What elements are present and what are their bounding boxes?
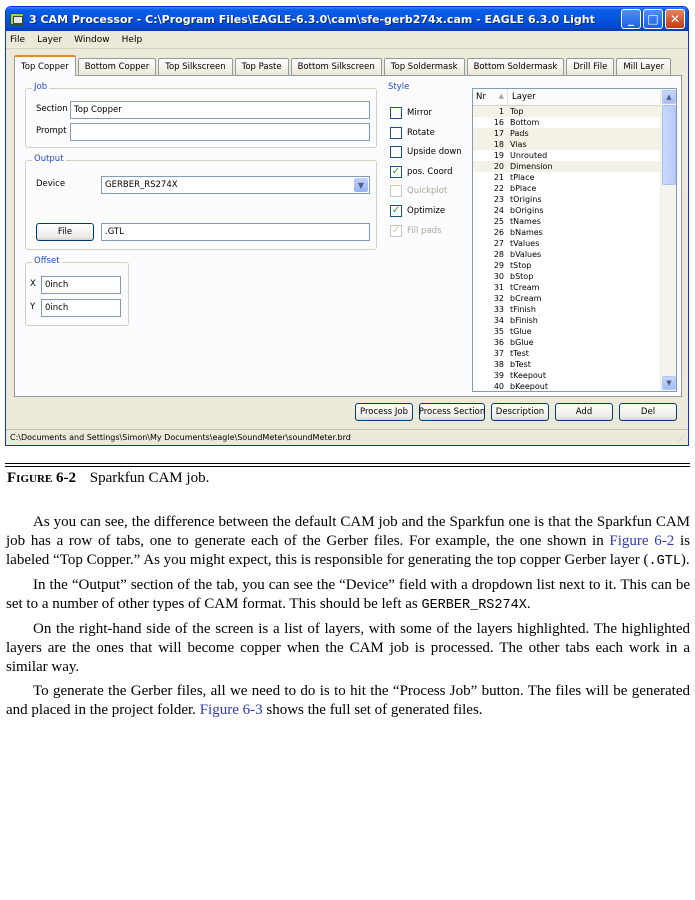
layer-name: bKeepout [510,382,548,391]
offset-group [25,256,129,326]
tab-mill-layer[interactable]: Mill Layer [616,58,671,75]
layer-name: Unrouted [510,151,548,160]
p1-text-a: As you can see, the difference between the default CAM job and the Sparkfun one is that the Sparkfun CAM job has a row of tabs, one to generate each of the Gerber files. For example, the one shown in [6,514,690,549]
layer-row[interactable] [473,348,660,359]
caption-rule-top [5,463,690,464]
tab-drill-file[interactable]: Drill File [566,58,614,75]
upside-down-checkbox[interactable] [390,146,462,158]
maximize-icon[interactable]: □ [643,9,663,29]
layer-row[interactable] [473,238,660,249]
layer-row[interactable] [473,183,660,194]
p1-text-b: is labeled “Top Copper.” As you might expect, this is responsible for generating the top copper Gerber layer ( [6,533,690,568]
rotate-label: Rotate [407,128,435,138]
layer-name: bOrigins [510,206,544,215]
layer-name: tStop [510,261,532,270]
process-section-button[interactable]: Process Section [419,403,485,421]
mirror-check-box[interactable] [390,107,402,119]
paragraph-3: On the right-hand side of the screen is a list of layers, with some of the layers highlighted. The highlighted layers are the ones that will become copper when the CAM job is processed. The other tabs each work in a similar way. [6,621,690,675]
gerber-code: GERBER_RS274X [421,598,527,613]
layer-name: tKeepout [510,371,547,380]
layer-row[interactable] [473,150,660,161]
output-group-title: Output [34,154,64,164]
chevron-down-icon[interactable]: ▼ [354,178,368,192]
layer-name: tNames [510,217,541,226]
offset-x-label: X [30,279,36,289]
pos-coord-checkbox[interactable] [390,166,453,178]
layer-row[interactable] [473,216,660,227]
checkmark-icon[interactable]: ✓ [391,166,401,177]
layer-number: 29 [493,261,504,270]
offset-y-input[interactable]: 0inch [41,299,121,317]
layer-name: tCream [510,283,540,292]
checkmark-icon: ✓ [391,225,401,236]
layer-name: bValues [510,250,542,259]
layer-row[interactable] [473,271,660,282]
layer-list[interactable] [472,88,677,392]
p2-text-b: . [526,596,531,612]
layer-row[interactable] [473,326,660,337]
description-button[interactable]: Description [491,403,549,421]
layer-name: bCream [510,294,542,303]
layer-row[interactable] [473,227,660,238]
device-label: Device [36,179,66,189]
job-group [25,82,377,148]
rotate-check-box[interactable] [390,127,402,139]
layer-number: 16 [493,118,504,127]
layer-row[interactable] [473,381,660,392]
layer-row[interactable] [473,282,660,293]
layer-name: tFinish [510,305,536,314]
tab-top-soldermask[interactable]: Top Soldermask [384,58,465,75]
sort-up-icon: ▲ [498,92,504,100]
layer-name: bFinish [510,316,538,325]
tab-bottom-soldermask[interactable]: Bottom Soldermask [467,58,565,75]
output-group [25,154,377,250]
tab-bottom-copper[interactable]: Bottom Copper [78,58,157,75]
paragraph-2 [6,576,690,615]
menu-window[interactable]: Window [74,34,110,45]
title-bar[interactable] [6,7,688,31]
layer-number: 22 [493,184,504,193]
layer-row[interactable] [473,315,660,326]
add-button[interactable]: Add [555,403,613,421]
offset-x-input[interactable]: 0inch [41,276,121,294]
layer-name: Top [510,107,524,116]
style-group-title: Style [388,82,410,92]
body-text [6,513,690,725]
layer-name: bTest [510,360,531,369]
layer-number: 18 [493,140,504,149]
rotate-checkbox[interactable] [390,127,435,139]
prompt-input[interactable] [70,123,370,141]
caption-rule-bottom [5,466,690,467]
scroll-down-icon[interactable]: ▼ [662,376,676,390]
layer-row[interactable] [473,293,660,304]
layer-row[interactable] [473,161,660,172]
layer-number: 40 [493,382,504,391]
job-tabs [14,55,673,75]
layer-number: 20 [493,162,504,171]
layer-name: Vias [510,140,527,149]
layer-name: bPlace [510,184,537,193]
menu-layer[interactable]: Layer [37,34,63,45]
checkmark-icon[interactable]: ✓ [391,205,401,216]
job-group-title: Job [34,82,48,92]
quickplot-checkbox [390,185,447,197]
layer-name: Pads [510,129,529,138]
cam-app-icon [10,13,24,25]
style-group [385,82,465,248]
layer-number: 23 [493,195,504,204]
device-select[interactable] [101,176,370,194]
layer-number: 34 [493,316,504,325]
layer-column-header[interactable]: Layer [512,92,536,102]
p2-text-a: In the “Output” section of the tab, you can see the “Device” field with a dropdown list next to it. This can be set to a number of other types of CAM format. This should be left as [6,577,690,612]
layer-row[interactable] [473,194,660,205]
nr-column-header[interactable] [473,89,508,105]
mirror-label: Mirror [407,108,433,118]
layer-row[interactable] [473,249,660,260]
device-value: GERBER_RS274X [105,180,178,190]
layer-number: 36 [493,338,504,347]
layer-number: 28 [493,250,504,259]
layer-name: tPlace [510,173,535,182]
fill-pads-checkbox [390,225,442,237]
window-title: 3 CAM Processor - C:\Program Files\EAGLE-6.3.0\cam\sfe-gerb274x.cam - EAGLE 6.3.0 Light [29,12,595,26]
layer-number: 35 [493,327,504,336]
figure-6-3-link[interactable]: Figure 6-3 [199,702,263,718]
layer-list-scrollbar[interactable] [660,89,676,391]
layer-number: 39 [493,371,504,380]
figure-label: Figure [7,470,53,486]
section-label: Section [36,104,68,114]
layer-number: 19 [493,151,504,160]
layer-name: Bottom [510,118,540,127]
layer-name: bStop [510,272,534,281]
upside-down-label: Upside down [407,147,462,157]
status-path: C:\Documents and Settings\Simon\My Documents\eagle\SoundMeter\soundMeter.brd [10,433,351,442]
mirror-checkbox[interactable] [390,107,432,119]
gtl-code: .GTL [648,554,681,569]
menu-bar [6,31,688,49]
window-controls [621,9,685,29]
paragraph-4 [6,682,690,720]
paragraph-1 [6,513,690,571]
pos-coord-label: pos. Coord [407,167,453,177]
menu-help[interactable]: Help [121,34,143,45]
offset-y-label: Y [30,302,36,312]
layer-number: 17 [493,129,504,138]
optimize-checkbox[interactable] [390,205,445,217]
layer-number: 31 [493,283,504,292]
menu-file[interactable]: File [10,34,26,45]
layer-number: 30 [493,272,504,281]
p1-text-c: ). [680,552,690,568]
process-job-button[interactable]: Process Job [355,403,413,421]
layer-number: 26 [493,228,504,237]
layer-row[interactable] [473,128,660,139]
layer-row[interactable] [473,205,660,216]
layer-number: 1 [498,107,504,116]
tab-bottom-silkscreen[interactable]: Bottom Silkscreen [291,58,382,75]
layer-number: 25 [493,217,504,226]
tab-top-paste[interactable]: Top Paste [235,58,289,75]
prompt-label: Prompt [36,126,67,136]
tab-top-silkscreen[interactable]: Top Silkscreen [158,58,232,75]
layer-row[interactable] [473,117,660,128]
scrollbar-thumb[interactable] [662,105,676,185]
p4-text-b: shows the full set of generated files. [262,702,483,718]
layer-row[interactable] [473,370,660,381]
resize-grip-icon[interactable]: ⋰ [677,434,685,443]
close-icon[interactable]: ✕ [665,9,685,29]
layer-rows [473,106,660,392]
layer-number: 33 [493,305,504,314]
layer-name: tGlue [510,327,532,336]
upside-down-check-box[interactable] [390,146,402,158]
fill-pads-label: Fill pads [407,226,442,236]
layer-name: bGlue [510,338,534,347]
layer-row[interactable] [473,106,660,117]
file-button[interactable]: File [36,223,94,241]
cam-processor-window [5,6,689,446]
layer-number: 27 [493,239,504,248]
layer-number: 37 [493,349,504,358]
offset-group-title: Offset [34,256,60,266]
scroll-up-icon[interactable]: ▲ [662,90,676,104]
p4-text-a: To generate the Gerber files, all we need to do is to hit the “Process Job” button. The files will be generated and placed in the project folder. [6,683,690,718]
layer-row[interactable] [473,359,660,370]
layer-row[interactable] [473,172,660,183]
quickplot-check-box [390,185,402,197]
layer-row[interactable] [473,337,660,348]
layer-name: tValues [510,239,540,248]
layer-number: 21 [493,173,504,182]
layer-name: tTest [510,349,529,358]
layer-number: 38 [493,360,504,369]
layer-name: tOrigins [510,195,542,204]
status-bar [6,429,688,445]
quickplot-label: Quickplot [407,186,448,196]
tab-top-copper[interactable]: Top Copper [14,55,76,76]
layer-number: 24 [493,206,504,215]
layer-name: bNames [510,228,543,237]
section-input[interactable]: Top Copper [70,101,370,119]
figure-number: 6-2 [55,470,76,486]
caption-text: Sparkfun CAM job. [89,470,210,486]
layer-number: 32 [493,294,504,303]
figure-6-2-link[interactable]: Figure 6-2 [609,533,675,549]
figure-caption [7,470,209,487]
layer-row[interactable] [473,260,660,271]
layer-row[interactable] [473,139,660,150]
optimize-label: Optimize [407,206,446,216]
layer-name: Dimension [510,162,553,171]
nr-column-label: Nr [476,92,486,102]
layer-list-header [473,89,676,106]
del-button[interactable]: Del [619,403,677,421]
tab-panel [14,75,682,397]
layer-row[interactable] [473,304,660,315]
minimize-icon[interactable]: _ [621,9,641,29]
file-input[interactable]: .GTL [101,223,370,241]
